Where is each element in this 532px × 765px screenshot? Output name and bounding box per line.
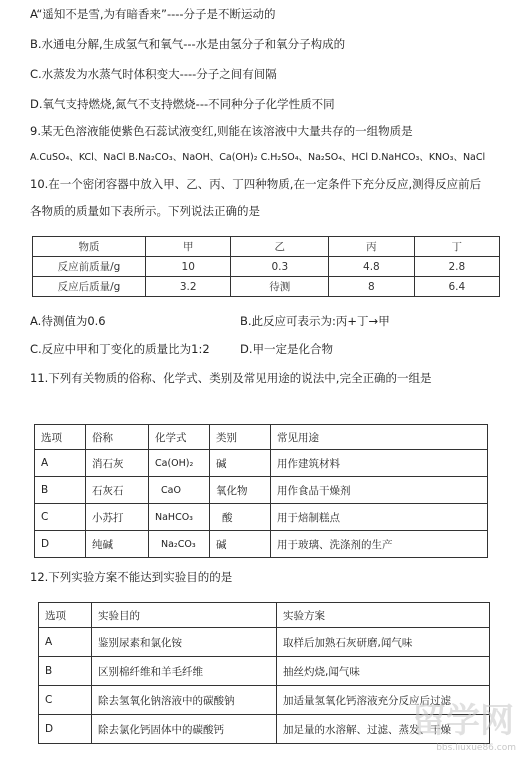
table-cell: 化学式	[149, 425, 210, 450]
table-cell: 纯碱	[86, 531, 149, 558]
q10-option-b: B.此反应可表示为:丙+丁→甲	[240, 314, 390, 328]
table-cell: 8	[329, 277, 414, 297]
table-cell: B	[35, 477, 86, 504]
table-header-row	[39, 603, 490, 628]
table-cell: 酸	[210, 504, 271, 531]
table-cell: 俗称	[86, 425, 149, 450]
table-row	[35, 450, 488, 477]
table-cell: 反应后质量/g	[33, 277, 146, 297]
table-cell: B	[39, 657, 92, 686]
table-cell: 选项	[35, 425, 86, 450]
table-cell: 4.8	[329, 257, 414, 277]
table-cell: 丁	[414, 237, 499, 257]
table-cell: A	[35, 450, 86, 477]
table-cell: 抽丝灼烧,闻气味	[277, 657, 490, 686]
table-cell: 碱	[210, 450, 271, 477]
table-row	[35, 531, 488, 558]
table-cell: 取样后加熟石灰研磨,闻气味	[277, 628, 490, 657]
q8-option-a: A“遥知不是雪,为有暗香来”----分子是不断运动的	[30, 7, 276, 21]
watermark-url: bbs.liuxue86.com	[436, 743, 516, 753]
table-cell: A	[39, 628, 92, 657]
table-cell: 除去氯化钙固体中的碳酸钙	[92, 715, 277, 744]
table-cell: Na₂CO₃	[149, 531, 210, 558]
table-cell: 10	[146, 257, 231, 277]
q8-option-c: C.水蒸发为水蒸气时体积变大----分子之间有间隔	[30, 67, 277, 81]
site-watermark	[346, 693, 526, 753]
q10-option-a: A.待测值为0.6	[30, 314, 106, 328]
q10-option-d: D.甲一定是化合物	[240, 342, 334, 356]
table-cell: 乙	[231, 237, 329, 257]
q8-option-b: B.水通电分解,生成氢气和氧气---水是由氢分子和氧分子构成的	[30, 37, 346, 51]
table-cell: 待测	[231, 277, 329, 297]
table-cell: 碱	[210, 531, 271, 558]
table-cell: 物质	[33, 237, 146, 257]
table-cell: 加适量氢氧化钙溶液充分反应后过滤	[277, 686, 490, 715]
table-cell: 常见用途	[271, 425, 488, 450]
table-cell: 实验目的	[92, 603, 277, 628]
q11-stem: 11.下列有关物质的俗称、化学式、类别及常见用途的说法中,完全正确的一组是	[30, 371, 432, 385]
q10-option-c: C.反应中甲和丁变化的质量比为1:2	[30, 342, 210, 356]
q9-stem: 9.某无色溶液能使紫色石蕊试液变红,则能在该溶液中大量共存的一组物质是	[30, 124, 413, 138]
q9-options: A.CuSO₄、KCl、NaCl B.Na₂CO₃、NaOH、Ca(OH)₂ C.H₂SO₄、Na₂SO₄、HCl D.NaHCO₃、KNO₃、NaCl	[30, 152, 486, 163]
q11-substance-table	[34, 424, 488, 558]
q8-option-d: D.氧气支持燃烧,氮气不支持燃烧---不同种分子化学性质不同	[30, 97, 335, 111]
table-cell: D	[39, 715, 92, 744]
table-cell: 氧化物	[210, 477, 271, 504]
table-cell: 用作建筑材料	[271, 450, 488, 477]
table-cell: 丙	[329, 237, 414, 257]
table-cell: 0.3	[231, 257, 329, 277]
table-cell: 鉴别尿素和氯化铵	[92, 628, 277, 657]
table-cell: 加足量的水溶解、过滤、蒸发、干燥	[277, 715, 490, 744]
table-row	[39, 628, 490, 657]
table-header-row	[35, 425, 488, 450]
table-cell: 甲	[146, 237, 231, 257]
table-cell: 除去氢氧化钠溶液中的碳酸钠	[92, 686, 277, 715]
table-header-row	[33, 237, 500, 257]
table-row	[39, 657, 490, 686]
table-cell: 6.4	[414, 277, 499, 297]
watermark-logo-text: 留学网	[412, 701, 514, 741]
table-cell: 2.8	[414, 257, 499, 277]
table-cell: 用于焙制糕点	[271, 504, 488, 531]
table-cell: 选项	[39, 603, 92, 628]
table-cell: 3.2	[146, 277, 231, 297]
table-cell: 实验方案	[277, 603, 490, 628]
table-cell: 区别棉纤维和羊毛纤维	[92, 657, 277, 686]
table-cell: 消石灰	[86, 450, 149, 477]
table-row	[35, 504, 488, 531]
q12-stem: 12.下列实验方案不能达到实验目的的是	[30, 570, 233, 584]
table-cell: CaO	[149, 477, 210, 504]
table-cell: 石灰石	[86, 477, 149, 504]
table-cell: 小苏打	[86, 504, 149, 531]
table-row	[35, 477, 488, 504]
q10-stem-line1: 10.在一个密闭容器中放入甲、乙、丙、丁四种物质,在一定条件下充分反应,测得反应前后	[30, 177, 482, 191]
table-cell: Ca(OH)₂	[149, 450, 210, 477]
table-cell: 用作食品干燥剂	[271, 477, 488, 504]
q10-stem-line2: 各物质的质量如下表所示。下列说法正确的是	[30, 204, 260, 218]
table-row	[33, 277, 500, 297]
table-row	[33, 257, 500, 277]
table-cell: 用于玻璃、洗涤剂的生产	[271, 531, 488, 558]
table-cell: C	[35, 504, 86, 531]
q10-mass-table	[32, 236, 500, 297]
table-cell: 反应前质量/g	[33, 257, 146, 277]
table-cell: NaHCO₃	[149, 504, 210, 531]
table-cell: D	[35, 531, 86, 558]
table-cell: 类别	[210, 425, 271, 450]
table-cell: C	[39, 686, 92, 715]
